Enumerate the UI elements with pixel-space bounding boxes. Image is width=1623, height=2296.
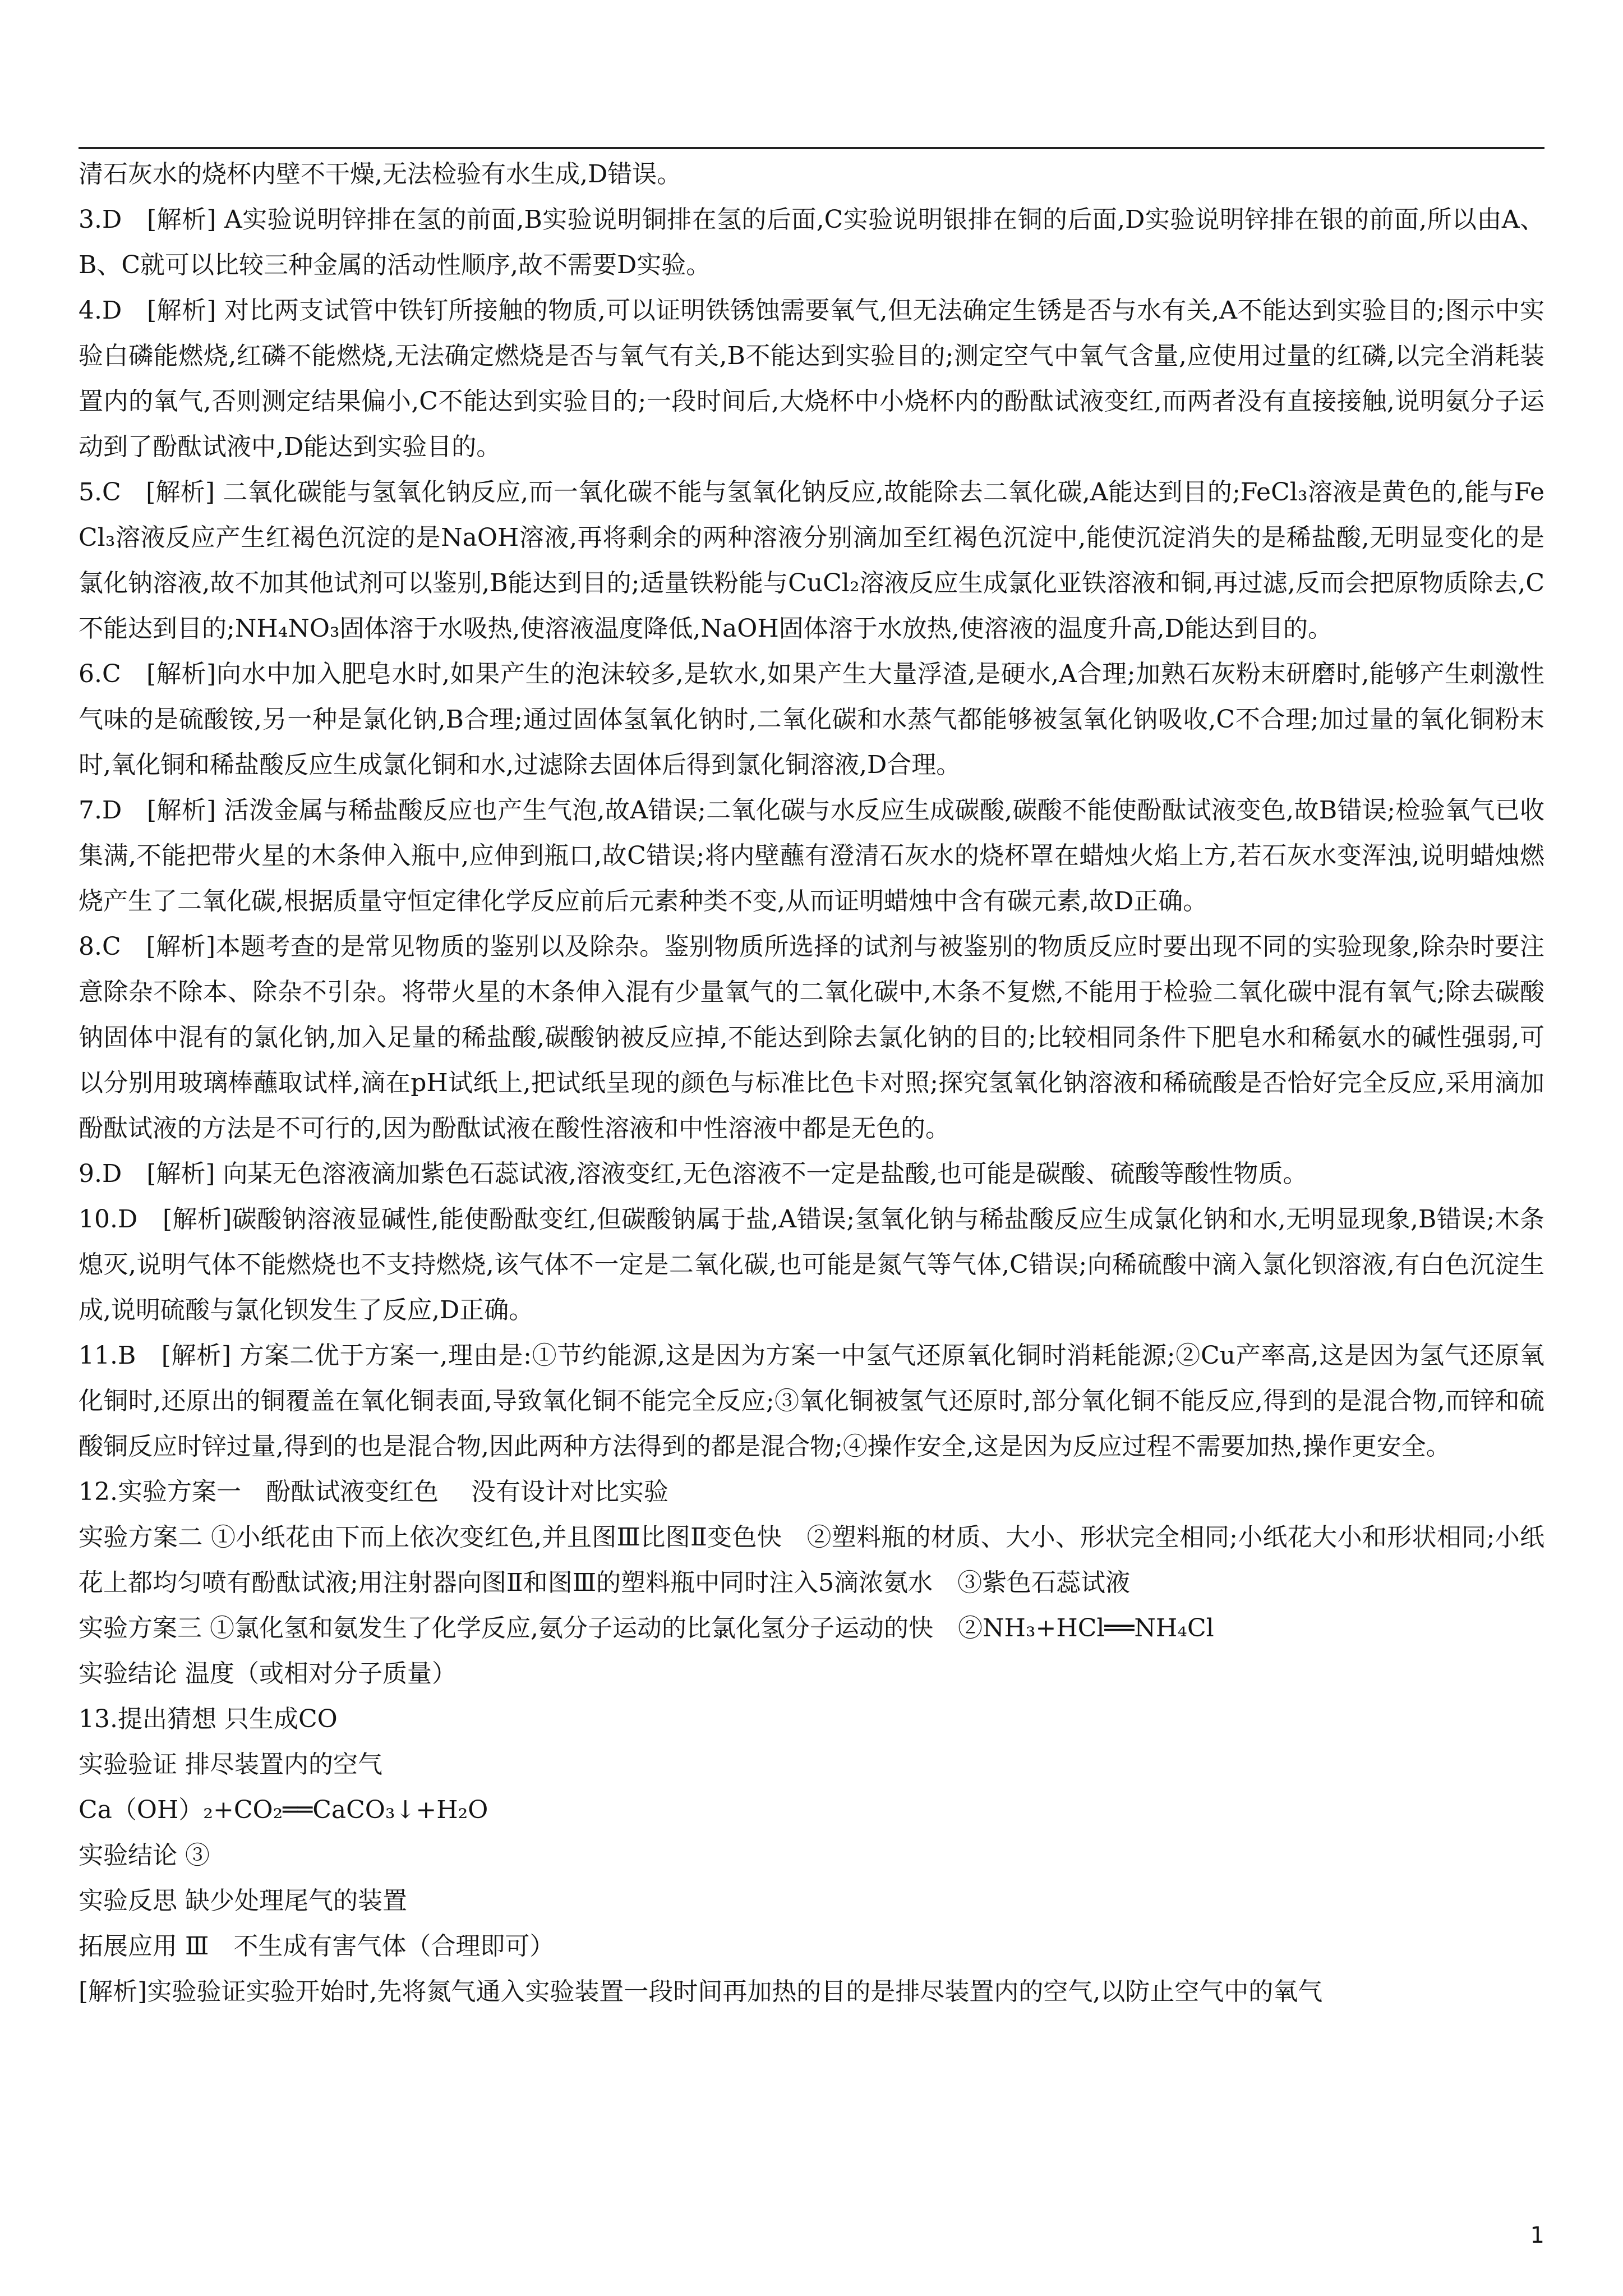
answer-9: 9.D [解析] 向某无色溶液滴加紫色石蕊试液,溶液变红,无色溶液不一定是盐酸,也可能是碳酸、硫酸等酸性物质。 bbox=[79, 1159, 1308, 1188]
answer-13-extension: 拓展应用 Ⅲ 不生成有害气体（合理即可） bbox=[79, 1932, 555, 1961]
answer-5: 5.C [解析] 二氧化碳能与氢氧化钠反应,而一氧化碳不能与氢氧化钠反应,故能除去二氧化碳,A能达到目的;FeCl₃溶液是黄色的,能与FeCl₃溶液反应产生红褐色沉淀的是NaOH溶液,再将剩余的两种溶液分别滴加至红褐色沉淀中,能使沉淀消失的是稀盐酸,无明显变化的是氯化钠溶液,故不加其他试剂可以鉴别,B能达到目的;适量铁粉能与CuCl₂溶液反应生成氯化亚铁溶液和铜,再过滤,反而会把原物质除去,C不能达到目的;NH₄NO₃固体溶于水吸热,使溶液温度降低,NaOH固体溶于水放热,使溶液的温度升高,D能达到目的。 bbox=[79, 478, 1544, 643]
answer-3: 3.D [解析] A实验说明锌排在氢的前面,B实验说明铜排在氢的后面,C实验说明银排在铜的后面,D实验说明锌排在银的前面,所以由A、B、C就可以比较三种金属的活动性顺序,故不需要D实验。 bbox=[79, 205, 1544, 279]
answer-12-plan-3: 实验方案三 ①氯化氢和氨发生了化学反应,氨分子运动的比氯化氢分子运动的快 ②NH₃+HCl══NH₄Cl bbox=[79, 1614, 1214, 1642]
answer-12-plan-2: 实验方案二 ①小纸花由下而上依次变红色,并且图Ⅲ比图Ⅱ变色快 ②塑料瓶的材质、大小、形状完全相同;小纸花大小和形状相同;小纸花上都均匀喷有酚酞试液;用注射器向图Ⅱ和图Ⅲ的塑料瓶中同时注入5滴浓氨水 ③紫色石蕊试液 bbox=[79, 1523, 1544, 1597]
answer-13-hypothesis: 13.提出猜想 只生成CO bbox=[79, 1705, 338, 1733]
answer-6: 6.C [解析]向水中加入肥皂水时,如果产生的泡沫较多,是软水,如果产生大量浮渣,是硬水,A合理;加熟石灰粉末研磨时,能够产生刺激性气味的是硫酸铵,另一种是氯化钠,B合理;通过固体氢氧化钠时,二氧化碳和水蒸气都能够被氢氧化钠吸收,C不合理;加过量的氧化铜粉末时,氧化铜和稀盐酸反应生成氯化铜和水,过滤除去固体后得到氯化铜溶液,D合理。 bbox=[79, 660, 1544, 779]
answer-13-conclusion: 实验结论 ③ bbox=[79, 1841, 210, 1870]
answer-4: 4.D [解析] 对比两支试管中铁钉所接触的物质,可以证明铁锈蚀需要氧气,但无法确定生锈是否与水有关,A不能达到实验目的;图示中实验白磷能燃烧,红磷不能燃烧,无法确定燃烧是否与氧气有关,B不能达到实验目的;测定空气中氧气含量,应使用过量的红磷,以完全消耗装置内的氧气,否则测定结果偏小,C不能达到实验目的;一段时间后,大烧杯中小烧杯内的酚酞试液变红,而两者没有直接接触,说明氨分子运动到了酚酞试液中,D能达到实验目的。 bbox=[79, 296, 1544, 461]
page-number: 1 bbox=[1530, 2223, 1544, 2248]
answer-11: 11.B [解析] 方案二优于方案一,理由是:①节约能源,这是因为方案一中氢气还原氧化铜时消耗能源;②Cu产率高,这是因为氢气还原氧化铜时,还原出的铜覆盖在氧化铜表面,导致氧化铜不能完全反应;③氧化铜被氢气还原时,部分氧化铜不能反应,得到的是混合物,而锌和硫酸铜反应时锌过量,得到的也是混合物,因此两种方法得到的都是混合物;④操作安全,这是因为反应过程不需要加热,操作更安全。 bbox=[79, 1341, 1544, 1461]
header-rule bbox=[79, 147, 1544, 149]
answer-13-verification: 实验验证 排尽装置内的空气 bbox=[79, 1750, 382, 1779]
answer-7: 7.D [解析] 活泼金属与稀盐酸反应也产生气泡,故A错误;二氧化碳与水反应生成碳酸,碳酸不能使酚酞试液变色,故B错误;检验氧气已收集满,不能把带火星的木条伸入瓶中,应伸到瓶口,故C错误;将内壁蘸有澄清石灰水的烧杯罩在蜡烛火焰上方,若石灰水变浑浊,说明蜡烛燃烧产生了二氧化碳,根据质量守恒定律化学反应前后元素种类不变,从而证明蜡烛中含有碳元素,故D正确。 bbox=[79, 796, 1544, 915]
paragraph-continuation: 清石灰水的烧杯内壁不干燥,无法检验有水生成,D错误。 bbox=[79, 160, 682, 188]
answer-13-equation: Ca（OH）₂+CO₂══CaCO₃↓+H₂O bbox=[79, 1796, 488, 1824]
answer-12-conclusion: 实验结论 温度（或相对分子质量） bbox=[79, 1659, 457, 1688]
answer-8: 8.C [解析]本题考查的是常见物质的鉴别以及除杂。鉴别物质所选择的试剂与被鉴别的物质反应时要出现不同的实验现象,除杂时要注意除杂不除本、除杂不引杂。将带火星的木条伸入混有少量氧气的二氧化碳中,木条不复燃,不能用于检验二氧化碳中混有氧气;除去碳酸钠固体中混有的氯化钠,加入足量的稀盐酸,碳酸钠被反应掉,不能达到除去氯化钠的目的;比较相同条件下肥皂水和稀氨水的碱性强弱,可以分别用玻璃棒蘸取试样,滴在pH试纸上,把试纸呈现的颜色与标准比色卡对照;探究氢氧化钠溶液和稀硫酸是否恰好完全反应,采用滴加酚酞试液的方法是不可行的,因为酚酞试液在酸性溶液和中性溶液中都是无色的。 bbox=[79, 932, 1544, 1143]
answer-10: 10.D [解析]碳酸钠溶液显碱性,能使酚酞变红,但碳酸钠属于盐,A错误;氢氧化钠与稀盐酸反应生成氯化钠和水,无明显现象,B错误;木条熄灭,说明气体不能燃烧也不支持燃烧,该气体不一定是二氧化碳,也可能是氮气等气体,C错误;向稀硫酸中滴入氯化钡溶液,有白色沉淀生成,说明硫酸与氯化钡发生了反应,D正确。 bbox=[79, 1205, 1544, 1324]
answer-13-analysis: [解析]实验验证实验开始时,先将氮气通入实验装置一段时间再加热的目的是排尽装置内的空气,以防止空气中的氧气 bbox=[79, 1977, 1323, 2006]
answer-12-plan-1: 12.实验方案一 酚酞试液变红色 没有设计对比实验 bbox=[79, 1478, 668, 1506]
answer-explanations bbox=[79, 151, 1544, 2014]
answer-13-reflection: 实验反思 缺少处理尾气的装置 bbox=[79, 1887, 407, 1915]
